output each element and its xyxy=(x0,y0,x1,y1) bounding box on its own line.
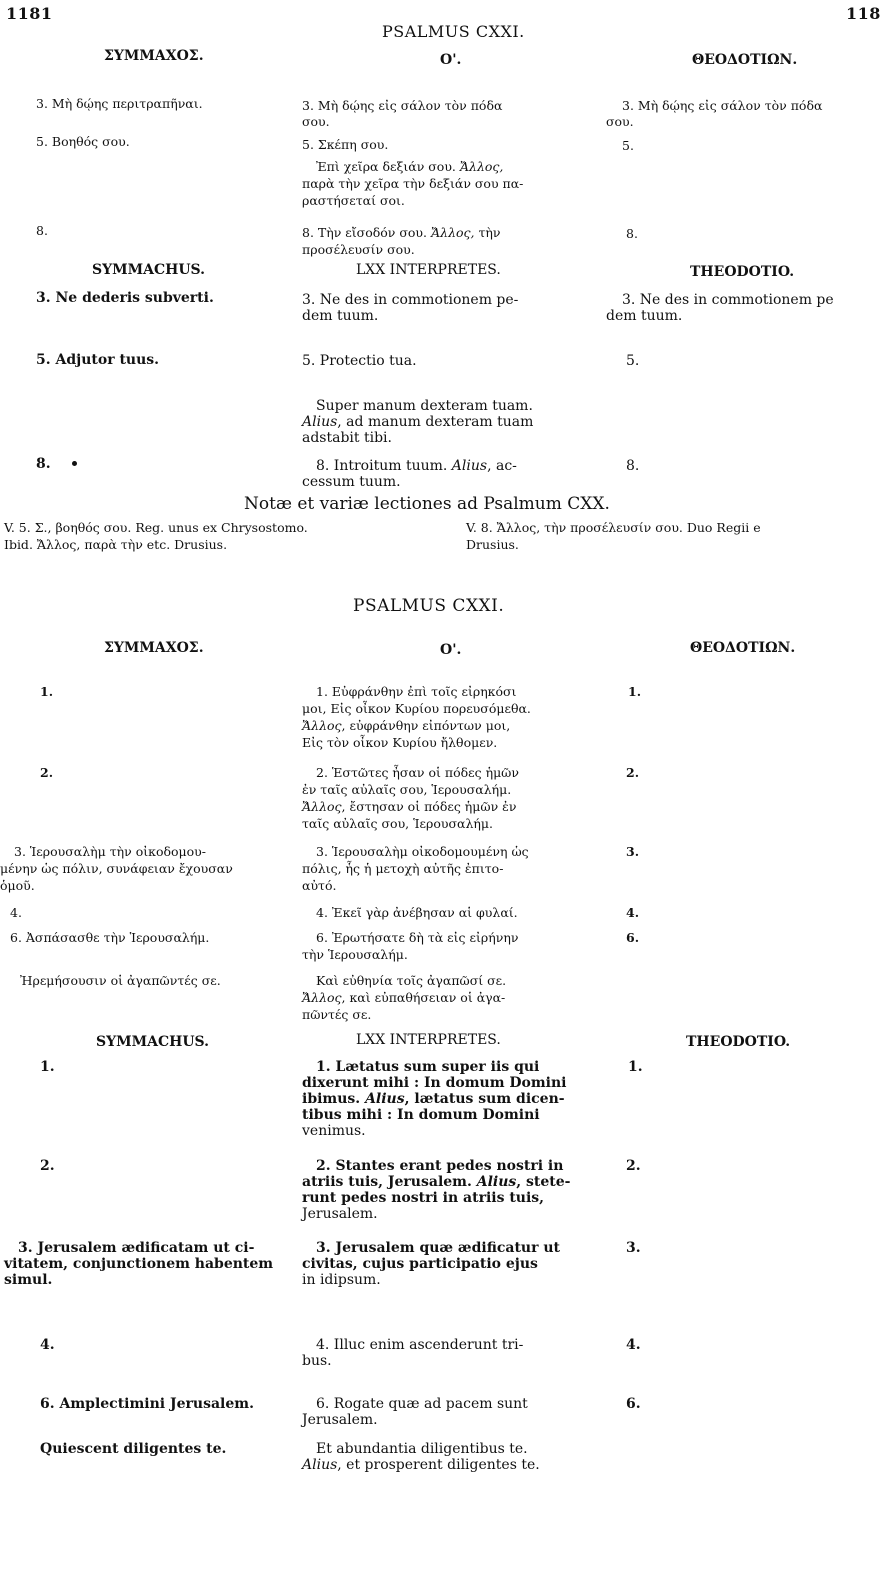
lxx-latin-line xyxy=(302,414,533,430)
theodotion-greek-line: 3. Μὴ δῴης εἰς σάλον τὸν πόδα xyxy=(622,98,823,113)
theodotion-latin-line: 8. xyxy=(626,458,640,474)
symmachus-greek-verse: 3. Μὴ δῴης περιτραπῆναι. xyxy=(36,96,203,111)
lxx-latin-line: dixerunt mihi : In domum Domini xyxy=(302,1075,567,1091)
lxx-greek-line xyxy=(302,225,500,241)
theodotion-greek-verse: 6. xyxy=(626,930,640,945)
symmachus-latin-verse: 3. Ne dederis subverti. xyxy=(36,290,214,306)
lxx-greek-line: 4. Ἐκεῖ γὰρ ἀνέβησαν αἱ φυλαί. xyxy=(316,905,518,920)
lxx-latin-text: , lætatus sum dicen- xyxy=(404,1091,565,1107)
lxx-greek-text: 8. Τὴν εἴσοδόν σου. xyxy=(302,225,431,240)
theodotion-latin-heading: THEODOTIO. xyxy=(690,264,795,280)
symmachus-greek-verse: 1. xyxy=(40,684,54,699)
lxx-latin-line: bus. xyxy=(302,1353,332,1369)
notae-left-line: Ibid. Ἄλλος, παρὰ τὴν etc. Drusius. xyxy=(4,537,228,552)
lxx-greek-line: ταῖς αὐλαῖς σου, Ἱερουσαλήμ. xyxy=(302,816,493,831)
symmachus-latin-verse: vitatem, conjunctionem habentem xyxy=(4,1256,274,1272)
lxx-latin-line: Super manum dexteram tuam. xyxy=(316,398,533,414)
lxx-latin-text: atriis tuis, Jerusalem. xyxy=(302,1174,477,1190)
symmachus-latin-verse: 8. xyxy=(36,456,51,472)
lxx-greek-line: πόλις, ἧς ἡ μετοχὴ αὐτῆς ἐπιτο- xyxy=(302,861,504,876)
notae-title: Notæ et variæ lectiones ad Psalmum CXX. xyxy=(244,494,610,514)
theodotion-greek-heading: ΘΕΟΔΟΤΙΩΝ. xyxy=(692,52,798,68)
lxx-greek-text: τὴν xyxy=(474,225,501,240)
lxx-greek-line: 6. Ἐρωτήσατε δὴ τὰ εἰς εἰρήνην xyxy=(316,930,519,945)
lxx-greek-heading: Ο'. xyxy=(440,642,462,658)
theodotion-greek-line: 8. xyxy=(626,226,638,241)
symmachus-greek-verse: 2. xyxy=(40,765,54,780)
lxx-greek-line: προσέλευσίν σου. xyxy=(302,242,415,257)
lxx-greek-line xyxy=(316,159,503,175)
symmachus-latin-heading: SYMMACHUS. xyxy=(92,262,206,278)
lxx-latin-heading: LXX INTERPRETES. xyxy=(356,262,501,278)
lxx-latin-text: , et prosperent diligentes te. xyxy=(337,1457,540,1473)
theodotion-greek-line: σου. xyxy=(606,114,634,129)
lxx-greek-text: , καὶ εὐπαθήσειαν οἱ ἀγα- xyxy=(341,990,506,1005)
lxx-latin-text: 8. Introitum tuum. xyxy=(316,458,452,474)
symmachus-latin-verse: Quiescent diligentes te. xyxy=(40,1441,227,1457)
theodotion-greek-heading: ΘΕΟΔΟΤΙΩΝ. xyxy=(690,640,796,656)
lxx-greek-line: 5. Σκέπη σου. xyxy=(302,137,389,152)
symmachus-latin-verse: simul. xyxy=(4,1272,53,1288)
lxx-latin-text: , ac- xyxy=(487,458,517,474)
lxx-greek-heading: Ο'. xyxy=(440,52,462,68)
lxx-latin-line: adstabit tibi. xyxy=(302,430,392,446)
alius-label: Alius xyxy=(302,1457,338,1473)
dot-mark xyxy=(72,461,77,466)
page-number-left: 1181 xyxy=(6,4,53,23)
page-number-right: 118 xyxy=(846,4,881,23)
symmachus-latin-verse: 2. xyxy=(40,1158,55,1174)
lxx-latin-line: 2. Stantes erant pedes nostri in xyxy=(316,1158,564,1174)
lxx-greek-text: Ἐπὶ χεῖρα δεξιάν σου. xyxy=(316,159,460,174)
alius-label: Ἄλλος, xyxy=(430,225,475,240)
lxx-latin-line: Jerusalem. xyxy=(302,1206,378,1222)
lxx-latin-text: , stete- xyxy=(516,1174,571,1190)
lxx-latin-text: ibimus. xyxy=(302,1091,366,1107)
lxx-greek-line: 1. Εὐφράνθην ἐπὶ τοῖς εἰρηκόσι xyxy=(316,684,517,699)
symmachus-greek-verse: 4. xyxy=(10,905,22,920)
lxx-greek-text: , ἔστησαν οἱ πόδες ἡμῶν ἐν xyxy=(341,799,517,814)
theodotion-latin-verse: 4. xyxy=(626,1337,641,1353)
notae-left-line: V. 5. Σ., βοηθός σου. Reg. unus ex Chrysostomo. xyxy=(4,520,308,535)
lxx-greek-line: παρὰ τὴν χεῖρα τὴν δεξιάν σου πα- xyxy=(302,176,524,191)
alius-label: Ἄλλος, xyxy=(459,159,504,174)
alius-label: Ἄλλος xyxy=(302,990,342,1005)
alius-label: Alius xyxy=(476,1174,517,1190)
alius-label: Alius xyxy=(451,458,488,474)
lxx-greek-line: 2. Ἑστῶτες ἦσαν οἱ πόδες ἡμῶν xyxy=(316,765,519,780)
lxx-latin-line: 4. Illuc enim ascenderunt tri- xyxy=(316,1337,524,1353)
lxx-greek-line xyxy=(302,990,505,1006)
lxx-latin-line: Et abundantia diligentibus te. xyxy=(316,1441,528,1457)
lxx-latin-line: Jerusalem. xyxy=(302,1412,378,1428)
lxx-greek-line: Εἰς τὸν οἶκον Κυρίου ἤλθομεν. xyxy=(302,735,498,750)
symmachus-greek-verse: Ἠρεμήσουσιν οἱ ἀγαπῶντές σε. xyxy=(20,973,221,988)
lxx-latin-line xyxy=(302,1091,565,1107)
symmachus-latin-verse: 1. xyxy=(40,1059,55,1075)
lxx-latin-line: cessum tuum. xyxy=(302,474,401,490)
theodotion-latin-heading: THEODOTIO. xyxy=(686,1034,791,1050)
symmachus-greek-verse: μένην ὡς πόλιν, συνάφειαν ἔχουσαν xyxy=(0,861,233,876)
alius-label: Alius xyxy=(365,1091,405,1107)
symmachus-greek-heading: ΣΥΜΜΑΧΟΣ. xyxy=(104,48,204,64)
symmachus-latin-verse: 3. Jerusalem ædificatam ut ci- xyxy=(18,1240,255,1256)
alius-label: Ἄλλος xyxy=(302,718,342,733)
lxx-latin-line: civitas, cujus participatio ejus xyxy=(302,1256,538,1272)
page-title: PSALMUS CXXI. xyxy=(382,22,525,41)
lxx-greek-line xyxy=(302,799,517,815)
notae-right-line: Drusius. xyxy=(466,537,519,552)
lxx-latin-line: 3. Ne des in commotionem pe- xyxy=(302,292,519,308)
psalm-title: PSALMUS CXXI. xyxy=(353,596,505,616)
theodotion-greek-verse: 2. xyxy=(626,765,640,780)
lxx-latin-line: dem tuum. xyxy=(302,308,379,324)
theodotion-latin-verse: 2. xyxy=(626,1158,641,1174)
lxx-greek-line: σου. xyxy=(302,114,330,129)
lxx-latin-line: 3. Jerusalem quæ ædificatur ut xyxy=(316,1240,561,1256)
theodotion-latin-verse: 1. xyxy=(628,1059,643,1075)
theodotion-greek-verse: 1. xyxy=(628,684,642,699)
lxx-latin-line xyxy=(302,1174,571,1190)
theodotion-latin-line: dem tuum. xyxy=(606,308,683,324)
lxx-latin-line: in idipsum. xyxy=(302,1272,381,1288)
lxx-latin-line xyxy=(316,458,517,474)
theodotion-latin-verse: 6. xyxy=(626,1396,641,1412)
lxx-greek-line: αὐτό. xyxy=(302,878,337,893)
theodotion-greek-verse: 3. xyxy=(626,844,640,859)
symmachus-greek-verse: ὁμοῦ. xyxy=(0,878,35,893)
lxx-greek-text: , εὐφράνθην εἰπόντων μοι, xyxy=(341,718,511,733)
lxx-greek-line: ραστήσεταί σοι. xyxy=(302,193,405,208)
theodotion-greek-line: 5. xyxy=(622,138,634,153)
lxx-greek-line: τὴν Ἱερουσαλήμ. xyxy=(302,947,408,962)
lxx-latin-line: 6. Rogate quæ ad pacem sunt xyxy=(316,1396,528,1412)
theodotion-greek-verse: 4. xyxy=(626,905,640,920)
lxx-greek-line: ἐν ταῖς αὐλαῖς σου, Ἱερουσαλήμ. xyxy=(302,782,512,797)
symmachus-greek-heading: ΣΥΜΜΑΧΟΣ. xyxy=(104,640,204,656)
lxx-greek-line: πῶντές σε. xyxy=(302,1007,372,1022)
notae-right-line: V. 8. Ἄλλος, τὴν προσέλευσίν σου. Duo Regii e xyxy=(466,520,761,535)
lxx-latin-line: venimus. xyxy=(302,1123,366,1139)
symmachus-greek-verse: 3. Ἱερουσαλὴμ τὴν οἰκοδομου- xyxy=(14,844,206,859)
lxx-latin-line: 1. Lætatus sum super iis qui xyxy=(316,1059,540,1075)
theodotion-latin-verse: 3. xyxy=(626,1240,641,1256)
symmachus-greek-verse: 6. Ἀσπάσασθε τὴν Ἱερουσαλήμ. xyxy=(10,930,210,945)
lxx-latin-line: runt pedes nostri in atriis tuis, xyxy=(302,1190,545,1206)
lxx-greek-line xyxy=(302,718,510,734)
lxx-latin-heading: LXX INTERPRETES. xyxy=(356,1032,501,1048)
symmachus-greek-verse: 5. Βοηθός σου. xyxy=(36,134,130,149)
symmachus-latin-verse: 6. Amplectimini Jerusalem. xyxy=(40,1396,254,1412)
lxx-latin-line: 5. Protectio tua. xyxy=(302,353,417,369)
symmachus-latin-verse: 5. Adjutor tuus. xyxy=(36,352,160,368)
lxx-greek-line: Καὶ εὐθηνία τοῖς ἀγαπῶσί σε. xyxy=(316,973,507,988)
lxx-greek-line: 3. Μὴ δῴης εἰς σάλον τὸν πόδα xyxy=(302,98,503,113)
symmachus-latin-heading: SYMMACHUS. xyxy=(96,1034,210,1050)
lxx-greek-line: μοι, Εἰς οἶκον Κυρίου πορευσόμεθα. xyxy=(302,701,531,716)
alius-label: Ἄλλος xyxy=(302,799,342,814)
lxx-greek-line: 3. Ἱερουσαλὴμ οἰκοδομουμένη ὡς xyxy=(316,844,529,859)
symmachus-greek-verse: 8. xyxy=(36,223,48,238)
theodotion-latin-line: 5. xyxy=(626,353,640,369)
theodotion-latin-line: 3. Ne des in commotionem pe xyxy=(622,292,834,308)
lxx-latin-line: tibus mihi : In domum Domini xyxy=(302,1107,540,1123)
symmachus-latin-verse: 4. xyxy=(40,1337,55,1353)
lxx-latin-text: , ad manum dexteram tuam xyxy=(337,414,534,430)
alius-label: Alius xyxy=(302,414,338,430)
lxx-latin-line xyxy=(302,1457,540,1473)
